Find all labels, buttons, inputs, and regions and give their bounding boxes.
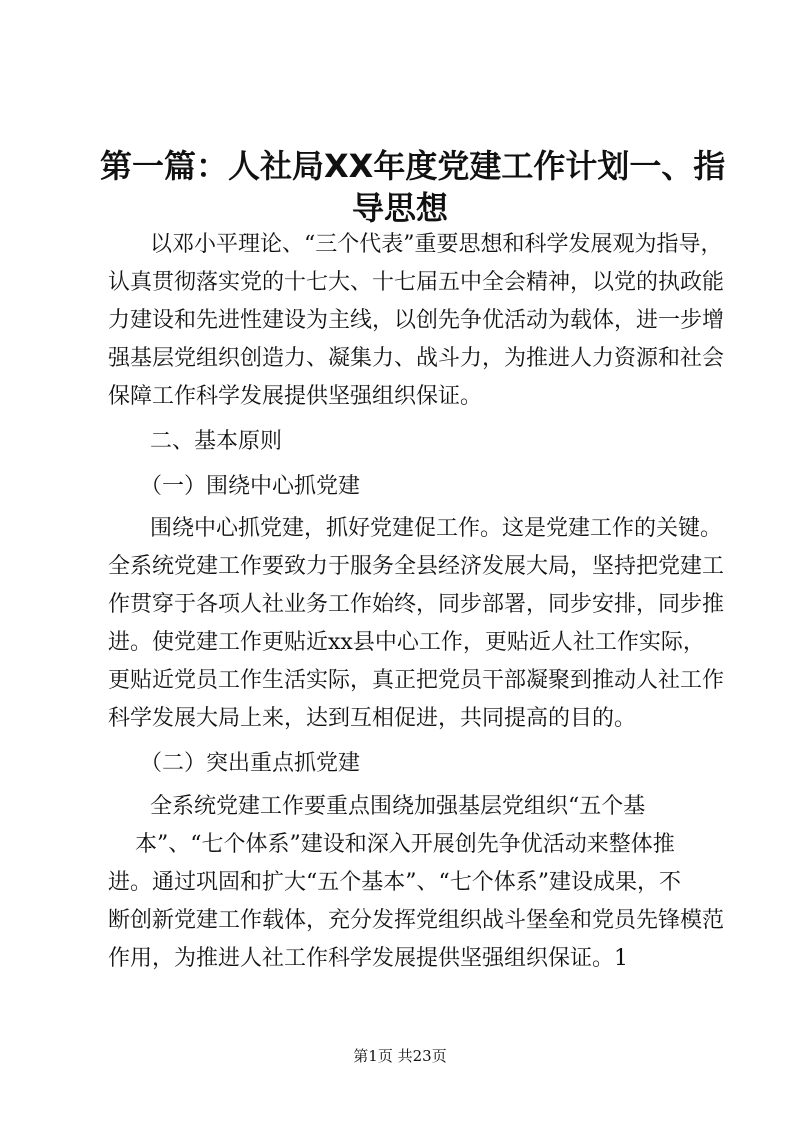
body-line: 本”、“七个体系”建设和深入开展创先争优活动来整体推 [135, 832, 675, 857]
body-line: 科学发展大局上来，达到互相促进，共同提高的目的。 [108, 706, 637, 731]
document-title-line-2: 导思想 [351, 189, 448, 227]
body-line: 断创新党建工作载体，充分发挥党组织战斗堡垒和党员先锋模范 [108, 908, 725, 933]
section-heading: 二、基本原则 [150, 429, 283, 454]
body-line: 全系统党建工作要致力于服务全县经济发展大局，坚持把党建工 [108, 554, 725, 579]
subsection-heading: （一）围绕中心抓党建 [140, 474, 361, 499]
body-line: 全系统党建工作要重点围绕加强基层党组织“五个基 [150, 794, 646, 819]
body-line: 进。通过巩固和扩大“五个基本”、“七个体系”建设成果，不 [108, 870, 681, 895]
body-line: 强基层党组织创造力、凝集力、战斗力，为推进人力资源和社会 [108, 346, 725, 371]
subsection-heading: （二）突出重点抓党建 [140, 751, 361, 776]
body-line: 认真贯彻落实党的十七大、十七届五中全会精神，以党的执政能 [108, 270, 725, 295]
body-line: 围绕中心抓党建，抓好党建促工作。这是党建工作的关键。 [150, 516, 723, 541]
page-number-footer: 第1页 共23页 [353, 1047, 447, 1065]
body-line: 以邓小平理论、“三个代表”重要思想和科学发展观为指导， [150, 232, 723, 257]
body-line: 进。使党建工作更贴近xx县中心工作，更贴近人社工作实际， [108, 630, 705, 655]
body-line: 保障工作科学发展提供坚强组织保证。 [108, 384, 483, 409]
body-line: 作贯穿于各项人社业务工作始终，同步部署，同步安排，同步推 [108, 592, 725, 617]
document-title-line-1: 第一篇：人社局XX年度党建工作计划一、指 [100, 147, 726, 185]
body-line: 更贴近党员工作生活实际，真正把党员干部凝聚到推动人社工作 [108, 668, 725, 693]
body-line: 力建设和先进性建设为主线，以创先争优活动为载体，进一步增 [108, 308, 725, 333]
body-line: 作用，为推进人社工作科学发展提供坚强组织保证。1 [108, 946, 628, 971]
